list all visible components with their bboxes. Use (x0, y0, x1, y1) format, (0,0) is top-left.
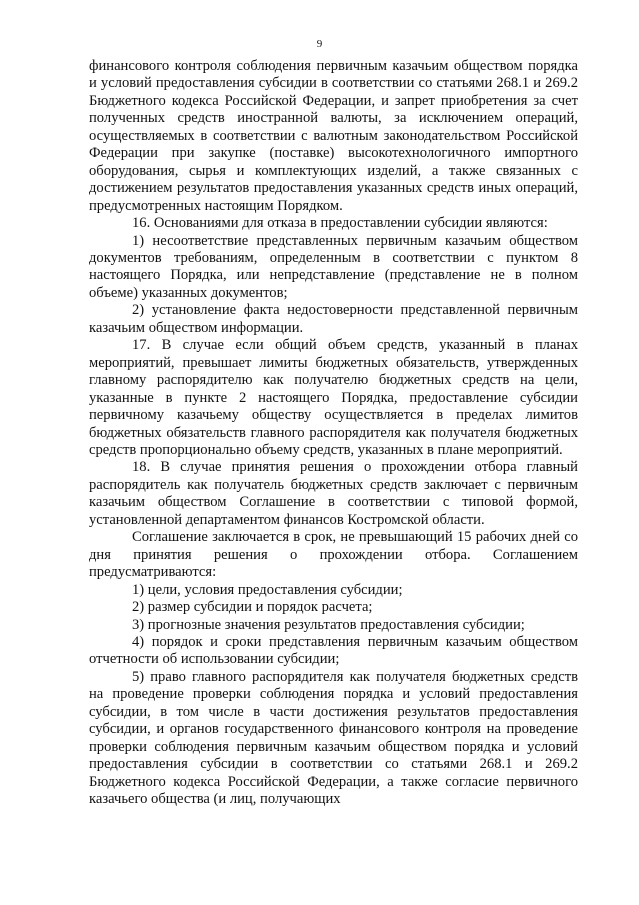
paragraph-clause-16: 16. Основаниями для отказа в предоставлении субсидии являются: (132, 215, 548, 232)
paragraph-agreement-item-3: 3) прогнозные значения результатов предоставления субсидии; (132, 616, 525, 633)
paragraph-clause-18: 18. В случае принятия решения о прохождении отбора главный распорядитель как получатель бюджетных средств заключает с первичным казачьим обществом Соглашение в соответствии с типовой формой, установленной департаментом финансов Костромской области. (89, 459, 578, 528)
paragraph-continuation: финансового контроля соблюдения первичным казачьим обществом порядка и условий предоставления субсидии в соответствии со статьями 268.1 и 269.2 Бюджетного кодекса Российской Федерации, и запрет приобретения за счет полученных средств иностранной валюты, за исключением операций, осуществляемых в соответствии с валютным законодательством Российской Федерации при закупке (поставке) высокотехнологичного импортного оборудования, сырья и комплектующих изделий, а также связанных с достижением результатов предоставления указанных средств иных операций, предусмотренных настоящим Порядком. (89, 58, 578, 214)
paragraph-clause-16-item-1: 1) несоответствие представленных первичным казачьим обществом документов требованиям, определенным в соответствии с пунктом 8 настоящего Порядка, или непредставление (представление не в полном объеме) указанных документов; (89, 232, 578, 301)
page-number: 9 (316, 38, 323, 50)
paragraph-agreement-item-1: 1) цели, условия предоставления субсидии; (132, 581, 403, 598)
paragraph-agreement-item-5: 5) право главного распорядителя как получателя бюджетных средств на проведение проверки соблюдения порядка и условий предоставления субсидии, в том числе в части достижения результатов предоставления субсидии, и органов государственного финансового контроля на проведение проверки соблюдения первичным казачьим обществом порядка и условий предоставления субсидии в соответствии со статьями 268.1 и 269.2 Бюджетного кодекса Российской Федерации, а также согласие первичного казачьего общества (и лиц, получающих (89, 668, 578, 808)
paragraph-clause-17: 17. В случае если общий объем средств, указанный в планах мероприятий, превышает лимиты бюджетных обязательств, утвержденных главному распорядителю как получателю бюджетных средств на цели, указанные в пункте 2 настоящего Порядка, предоставление субсидии первичному казачьему обществу осуществляется в пределах лимитов бюджетных обязательств главного распорядителя как получателя бюджетных средств пропорционально объему средств, указанных в плане мероприятий. (89, 337, 578, 458)
paragraph-clause-16-item-2: 2) установление факта недостоверности представленной первичным казачьим обществом информации. (89, 302, 578, 336)
document-body (89, 58, 578, 808)
paragraph-agreement-item-2: 2) размер субсидии и порядок расчета; (132, 599, 373, 616)
paragraph-agreement-terms: Соглашение заключается в срок, не превышающий 15 рабочих дней со дня принятия решения о прохождении отбора. Соглашением предусматриваются: (89, 529, 578, 581)
paragraph-agreement-item-4: 4) порядок и сроки представления первичным казачьим обществом отчетности об использовании субсидии; (89, 633, 578, 668)
